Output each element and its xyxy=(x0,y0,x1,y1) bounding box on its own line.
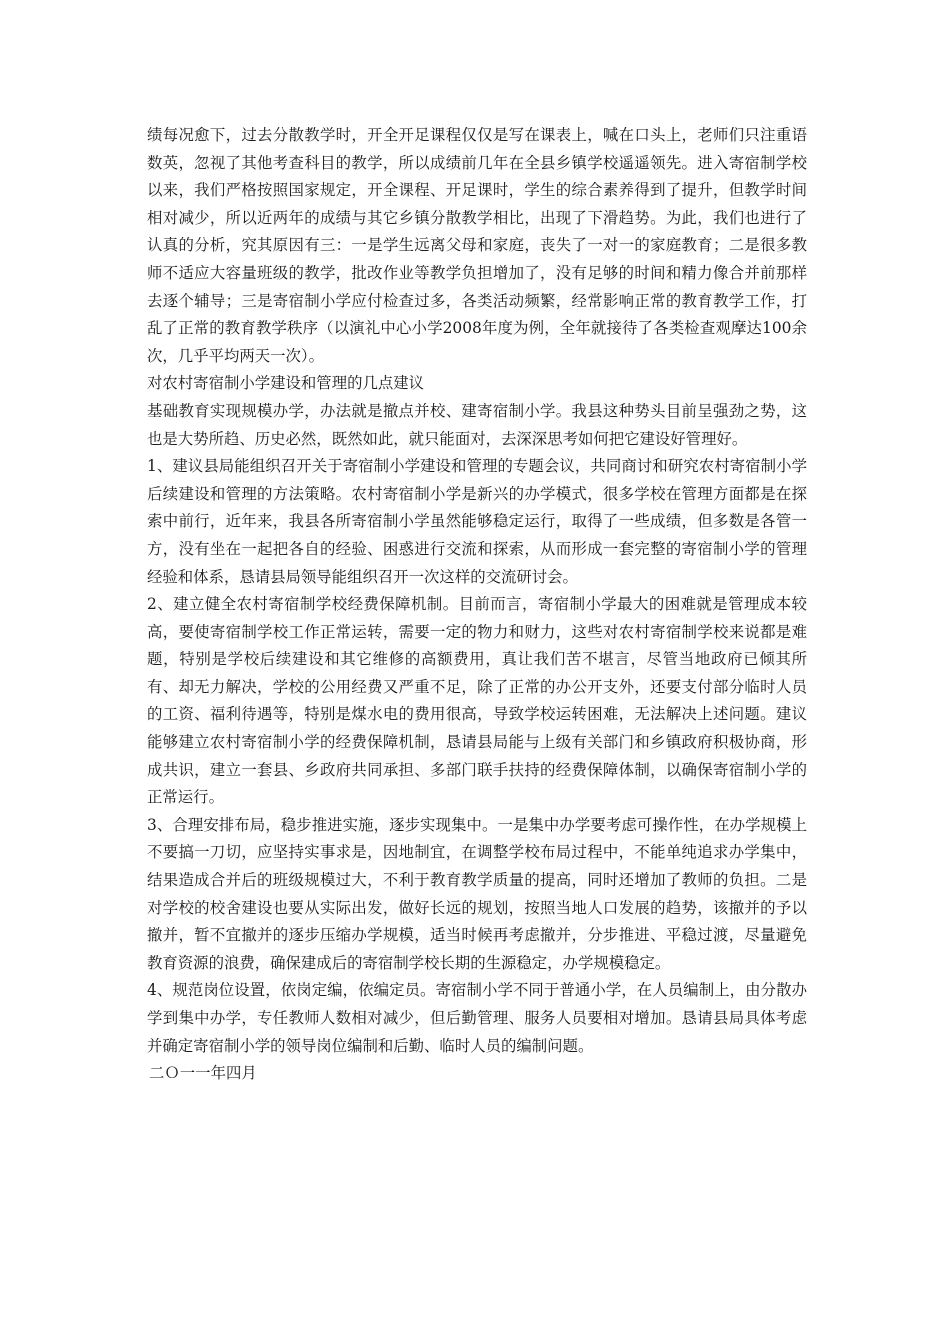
paragraph-suggestion-2: 2、建立健全农村寄宿制学校经费保障机制。目前而言，寄宿制小学最大的困难就是管理成本较高，要使寄宿制学校工作正常运转，需要一定的物力和财力，这些对农村寄宿制学校来说都是难题，特别是学校后续建设和其它维修的高额费用，真让我们苦不堪言，尽管当地政府已倾其所有、却无力解决，学校的公用经费又严重不足，除了正常的办公开支外，还要支付部分临时人员的工资、福利待遇等，特别是煤水电的费用很高，导致学校运转困难，无法解决上述问题。建议能够建立农村寄宿制小学的经费保障机制，恳请县局能与上级有关部门和乡镇政府积极协商，形成共识，建立一套县、乡政府共同承担、多部门联手扶持的经费保障体制，以确保寄宿制小学的正常运行。 xyxy=(147,595,807,807)
document-date: 二Ｏ一一年四月 xyxy=(149,1064,257,1083)
paragraph-suggestion-4: 4、规范岗位设置，依岗定编，依编定员。寄宿制小学不同于普通小学，在人员编制上，由分散办学到集中办学，专任教师人数相对减少，但后勤管理、服务人员要相对增加。恳请县局具体考虑并确定寄宿制小学的领导岗位编制和后勤、临时人员的编制问题。 xyxy=(147,981,807,1055)
paragraph-suggestion-1: 1、建议县局能组织召开关于寄宿制小学建设和管理的专题会议，共同商讨和研究农村寄宿制小学后续建设和管理的方法策略。农村寄宿制小学是新兴的办学模式，很多学校在管理方面都是在探索中前行，近年来，我县各所寄宿制小学虽然能够稳定运行，取得了一些成绩，但多数是各管一方，没有坐在一起把各自的经验、困惑进行交流和探索，从而形成一套完整的寄宿制小学的管理经验和体系，恳请县局领导能组织召开一次这样的交流研讨会。 xyxy=(147,457,807,586)
paragraph-intro: 基础教育实现规模办学，办法就是撤点并校、建寄宿制小学。我县这种势头目前呈强劲之势，这也是大势所趋、历史必然，既然如此，就只能面对，去深深思考如何把它建设好管理好。 xyxy=(147,401,807,448)
paragraph-suggestion-3: 3、合理安排布局，稳步推进实施，逐步实现集中。一是集中办学要考虑可操作性，在办学规模上不要搞一刀切，应坚持实事求是，因地制宜，在调整学校布局过程中，不能单纯追求办学集中，结果造成合并后的班级规模过大，不利于教育教学质量的提高，同时还增加了教师的负担。二是对学校的校舍建设也要从实际出发，做好长远的规划，按照当地人口发展的趋势，该撤并的予以撤并，暂不宜撤并的逐步压缩办学规模，适当时候再考虑撤并，分步推进、平稳过渡，尽量避免教育资源的浪费，确保建成后的寄宿制学校长期的生源稳定，办学规模稳定。 xyxy=(147,815,807,972)
paragraph-continuation: 绩每况愈下，过去分散教学时，开全开足课程仅仅是写在课表上，喊在口头上，老师们只注重语数英，忽视了其他考查科目的教学，所以成绩前几年在全县乡镇学校遥遥领先。进入寄宿制学校以来，我们严格按照国家规定，开全课程、开足课时，学生的综合素养得到了提升，但教学时间相对减少，所以近两年的成绩与其它乡镇分散教学相比，出现了下滑趋势。为此，我们也进行了认真的分析，究其原因有三：一是学生远离父母和家庭，丧失了一对一的家庭教育；二是很多教师不适应大容量班级的教学，批改作业等教学负担增加了，没有足够的时间和精力像合并前那样去逐个辅导；三是寄宿制小学应付检查过多，各类活动频繁，经常影响正常的教育教学工作，打乱了正常的教育教学秩序（以演礼中心小学2008年度为例，全年就接待了各类检查观摩达100余次，几乎平均两天一次）。 xyxy=(147,126,807,365)
document-body xyxy=(147,122,807,1088)
section-heading: 对农村寄宿制小学建设和管理的几点建议 xyxy=(147,374,425,393)
